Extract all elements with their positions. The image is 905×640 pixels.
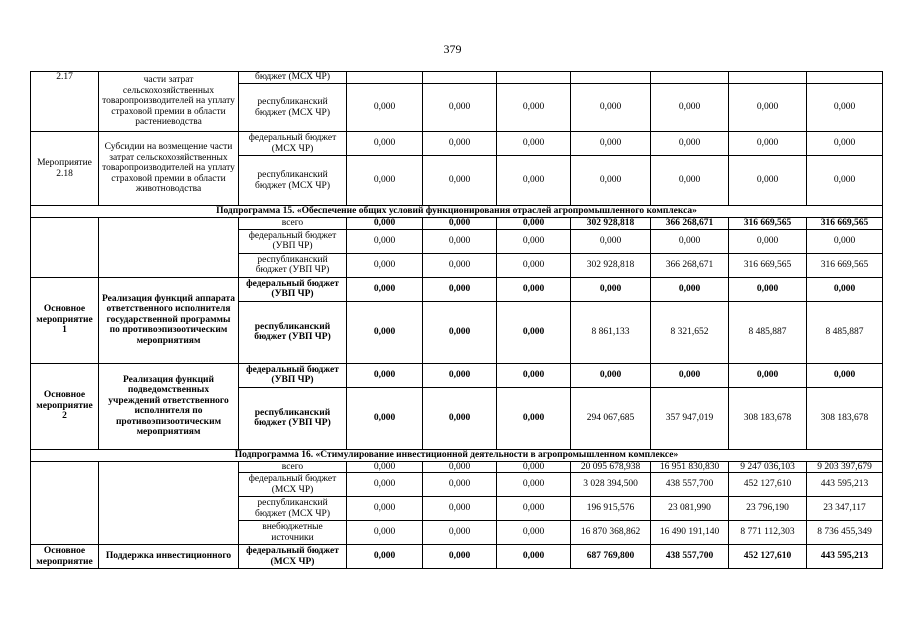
value-cell: 0,000 (729, 132, 807, 156)
table-row (31, 363, 883, 387)
value-cell: 0,000 (497, 277, 571, 301)
value-cell: 316 669,565 (807, 253, 883, 277)
value-cell: 9 247 036,103 (729, 461, 807, 473)
funding-source: внебюджетные источники (239, 521, 347, 545)
value-cell: 443 595,213 (807, 545, 883, 569)
funding-source: всего (239, 218, 347, 230)
funding-source: федеральный бюджет (УВП ЧР) (239, 229, 347, 253)
value-cell: 0,000 (571, 363, 651, 387)
value-cell: 0,000 (497, 84, 571, 132)
value-cell: 0,000 (423, 363, 497, 387)
value-cell: 0,000 (347, 497, 423, 521)
value-cell: 0,000 (423, 218, 497, 230)
value-cell: 0,000 (807, 363, 883, 387)
value-cell: 0,000 (497, 132, 571, 156)
row-code: Основное мероприятие 2 (31, 363, 99, 449)
value-cell: 438 557,700 (651, 545, 729, 569)
value-cell: 23 796,190 (729, 497, 807, 521)
value-cell: 0,000 (497, 461, 571, 473)
value-cell: 0,000 (497, 521, 571, 545)
value-cell: 0,000 (347, 218, 423, 230)
row-code: Основное мероприятие 1 (31, 277, 99, 363)
value-cell: 0,000 (807, 156, 883, 206)
value-cell: 0,000 (571, 132, 651, 156)
value-cell: 0,000 (807, 229, 883, 253)
value-cell: 0,000 (347, 84, 423, 132)
value-cell: 0,000 (497, 545, 571, 569)
subprogram-title: Подпрограмма 15. «Обеспечение общих условий функционирования отраслей агропромышленного комплекса» (31, 206, 883, 218)
value-cell: 366 268,671 (651, 218, 729, 230)
value-cell: 0,000 (347, 363, 423, 387)
row-code: Основное мероприятие (31, 545, 99, 569)
value-cell: 0,000 (423, 545, 497, 569)
value-cell: 452 127,610 (729, 545, 807, 569)
value-cell: 0,000 (807, 84, 883, 132)
value-cell: 0,000 (497, 473, 571, 497)
value-cell: 8 861,133 (571, 301, 651, 363)
value-cell: 0,000 (729, 84, 807, 132)
page-number: 379 (443, 42, 462, 56)
value-cell: 8 321,652 (651, 301, 729, 363)
funding-source: республиканский бюджет (МСХ ЧР) (239, 156, 347, 206)
value-cell: 0,000 (423, 84, 497, 132)
value-cell: 366 268,671 (651, 253, 729, 277)
value-cell: 438 557,700 (651, 473, 729, 497)
value-cell: 0,000 (347, 253, 423, 277)
funding-source: федеральный бюджет (МСХ ЧР) (239, 545, 347, 569)
value-cell: 0,000 (651, 132, 729, 156)
value-cell: 8 485,887 (807, 301, 883, 363)
row-code: 2.17 (31, 72, 99, 132)
funding-source: республиканский бюджет (УВП ЧР) (239, 301, 347, 363)
value-cell: 308 183,678 (807, 387, 883, 449)
budget-table (30, 71, 883, 569)
value-cell: 316 669,565 (807, 218, 883, 230)
value-cell: 308 183,678 (729, 387, 807, 449)
table-row (31, 206, 883, 218)
funding-source: федеральный бюджет (МСХ ЧР) (239, 473, 347, 497)
value-cell: 0,000 (347, 277, 423, 301)
funding-source: республиканский бюджет (УВП ЧР) (239, 253, 347, 277)
funding-source: федеральный бюджет (УВП ЧР) (239, 277, 347, 301)
value-cell: 16 951 830,830 (651, 461, 729, 473)
table-row (31, 132, 883, 156)
value-cell: 0,000 (347, 301, 423, 363)
value-cell: 0,000 (423, 461, 497, 473)
value-cell: 452 127,610 (729, 473, 807, 497)
funding-source: всего (239, 461, 347, 473)
value-cell: 0,000 (571, 277, 651, 301)
value-cell: 316 669,565 (729, 253, 807, 277)
value-cell: 0,000 (347, 156, 423, 206)
value-cell: 0,000 (651, 84, 729, 132)
value-cell: 0,000 (347, 473, 423, 497)
funding-source: республиканский бюджет (МСХ ЧР) (239, 84, 347, 132)
value-cell: 0,000 (497, 301, 571, 363)
row-description: Реализация функций аппарата ответственного исполнителя государственной программы по противоэпизоотическим мероприятиям (99, 277, 239, 363)
value-cell: 0,000 (423, 387, 497, 449)
value-cell: 0,000 (497, 497, 571, 521)
value-cell: 9 203 397,679 (807, 461, 883, 473)
value-cell: 0,000 (497, 218, 571, 230)
value-cell: 0,000 (497, 253, 571, 277)
value-cell: 687 769,800 (571, 545, 651, 569)
value-cell: 443 595,213 (807, 473, 883, 497)
value-cell: 0,000 (423, 229, 497, 253)
value-cell: 0,000 (347, 229, 423, 253)
value-cell: 0,000 (651, 363, 729, 387)
value-cell: 0,000 (347, 132, 423, 156)
table-row (31, 277, 883, 301)
value-cell: 0,000 (497, 156, 571, 206)
value-cell: 0,000 (423, 497, 497, 521)
value-cell: 357 947,019 (651, 387, 729, 449)
row-description: Реализация функций подведомственных учреждений ответственного исполнителя по противоэпизоотическим мероприятиям (99, 363, 239, 449)
value-cell: 0,000 (423, 132, 497, 156)
value-cell: 0,000 (347, 521, 423, 545)
value-cell: 3 028 394,500 (571, 473, 651, 497)
value-cell: 196 915,576 (571, 497, 651, 521)
value-cell: 8 736 455,349 (807, 521, 883, 545)
value-cell: 316 669,565 (729, 218, 807, 230)
value-cell: 0,000 (651, 277, 729, 301)
value-cell: 23 081,990 (651, 497, 729, 521)
row-description: Субсидии на возмещение части затрат сельскохозяйственных товаропроизводителей на уплату страховой премии в области животноводства (99, 132, 239, 206)
subprogram-title: Подпрограмма 16. «Стимулирование инвестиционной деятельности в агропромышленном комплексе» (31, 449, 883, 461)
funding-source: федеральный бюджет (МСХ ЧР) (239, 132, 347, 156)
value-cell: 0,000 (807, 132, 883, 156)
value-cell: 0,000 (729, 277, 807, 301)
value-cell: 16 490 191,140 (651, 521, 729, 545)
value-cell: 0,000 (571, 229, 651, 253)
funding-source: республиканский бюджет (УВП ЧР) (239, 387, 347, 449)
value-cell: 302 928,818 (571, 253, 651, 277)
value-cell: 16 870 368,862 (571, 521, 651, 545)
value-cell: 0,000 (729, 229, 807, 253)
value-cell: 0,000 (347, 387, 423, 449)
value-cell: 0,000 (423, 301, 497, 363)
value-cell: 0,000 (423, 253, 497, 277)
value-cell: 8 485,887 (729, 301, 807, 363)
row-description: части затрат сельскохозяйственных товаропроизводителей на уплату страховой премии в области растениеводства (99, 72, 239, 132)
value-cell: 23 347,117 (807, 497, 883, 521)
value-cell: 0,000 (497, 387, 571, 449)
value-cell: 0,000 (423, 156, 497, 206)
value-cell: 0,000 (347, 461, 423, 473)
value-cell: 8 771 112,303 (729, 521, 807, 545)
value-cell: 294 067,685 (571, 387, 651, 449)
table-row (31, 449, 883, 461)
value-cell: 0,000 (347, 545, 423, 569)
value-cell: 20 095 678,938 (571, 461, 651, 473)
funding-source: федеральный бюджет (УВП ЧР) (239, 363, 347, 387)
value-cell: 0,000 (497, 363, 571, 387)
value-cell: 0,000 (423, 473, 497, 497)
funding-source: республиканский бюджет (МСХ ЧР) (239, 497, 347, 521)
value-cell: 0,000 (729, 156, 807, 206)
value-cell: 0,000 (807, 277, 883, 301)
value-cell: 0,000 (729, 363, 807, 387)
value-cell: 302 928,818 (571, 218, 651, 230)
value-cell: 0,000 (571, 156, 651, 206)
funding-source: бюджет (МСХ ЧР) (239, 72, 347, 84)
value-cell: 0,000 (651, 229, 729, 253)
table-row (31, 461, 883, 473)
table-row (31, 218, 883, 230)
value-cell: 0,000 (497, 229, 571, 253)
table-row (31, 545, 883, 569)
value-cell: 0,000 (571, 84, 651, 132)
value-cell: 0,000 (423, 277, 497, 301)
row-description: Поддержка инвестиционного (99, 545, 239, 569)
value-cell: 0,000 (423, 521, 497, 545)
row-code: Мероприятие 2.18 (31, 132, 99, 206)
table-row (31, 72, 883, 84)
value-cell: 0,000 (651, 156, 729, 206)
